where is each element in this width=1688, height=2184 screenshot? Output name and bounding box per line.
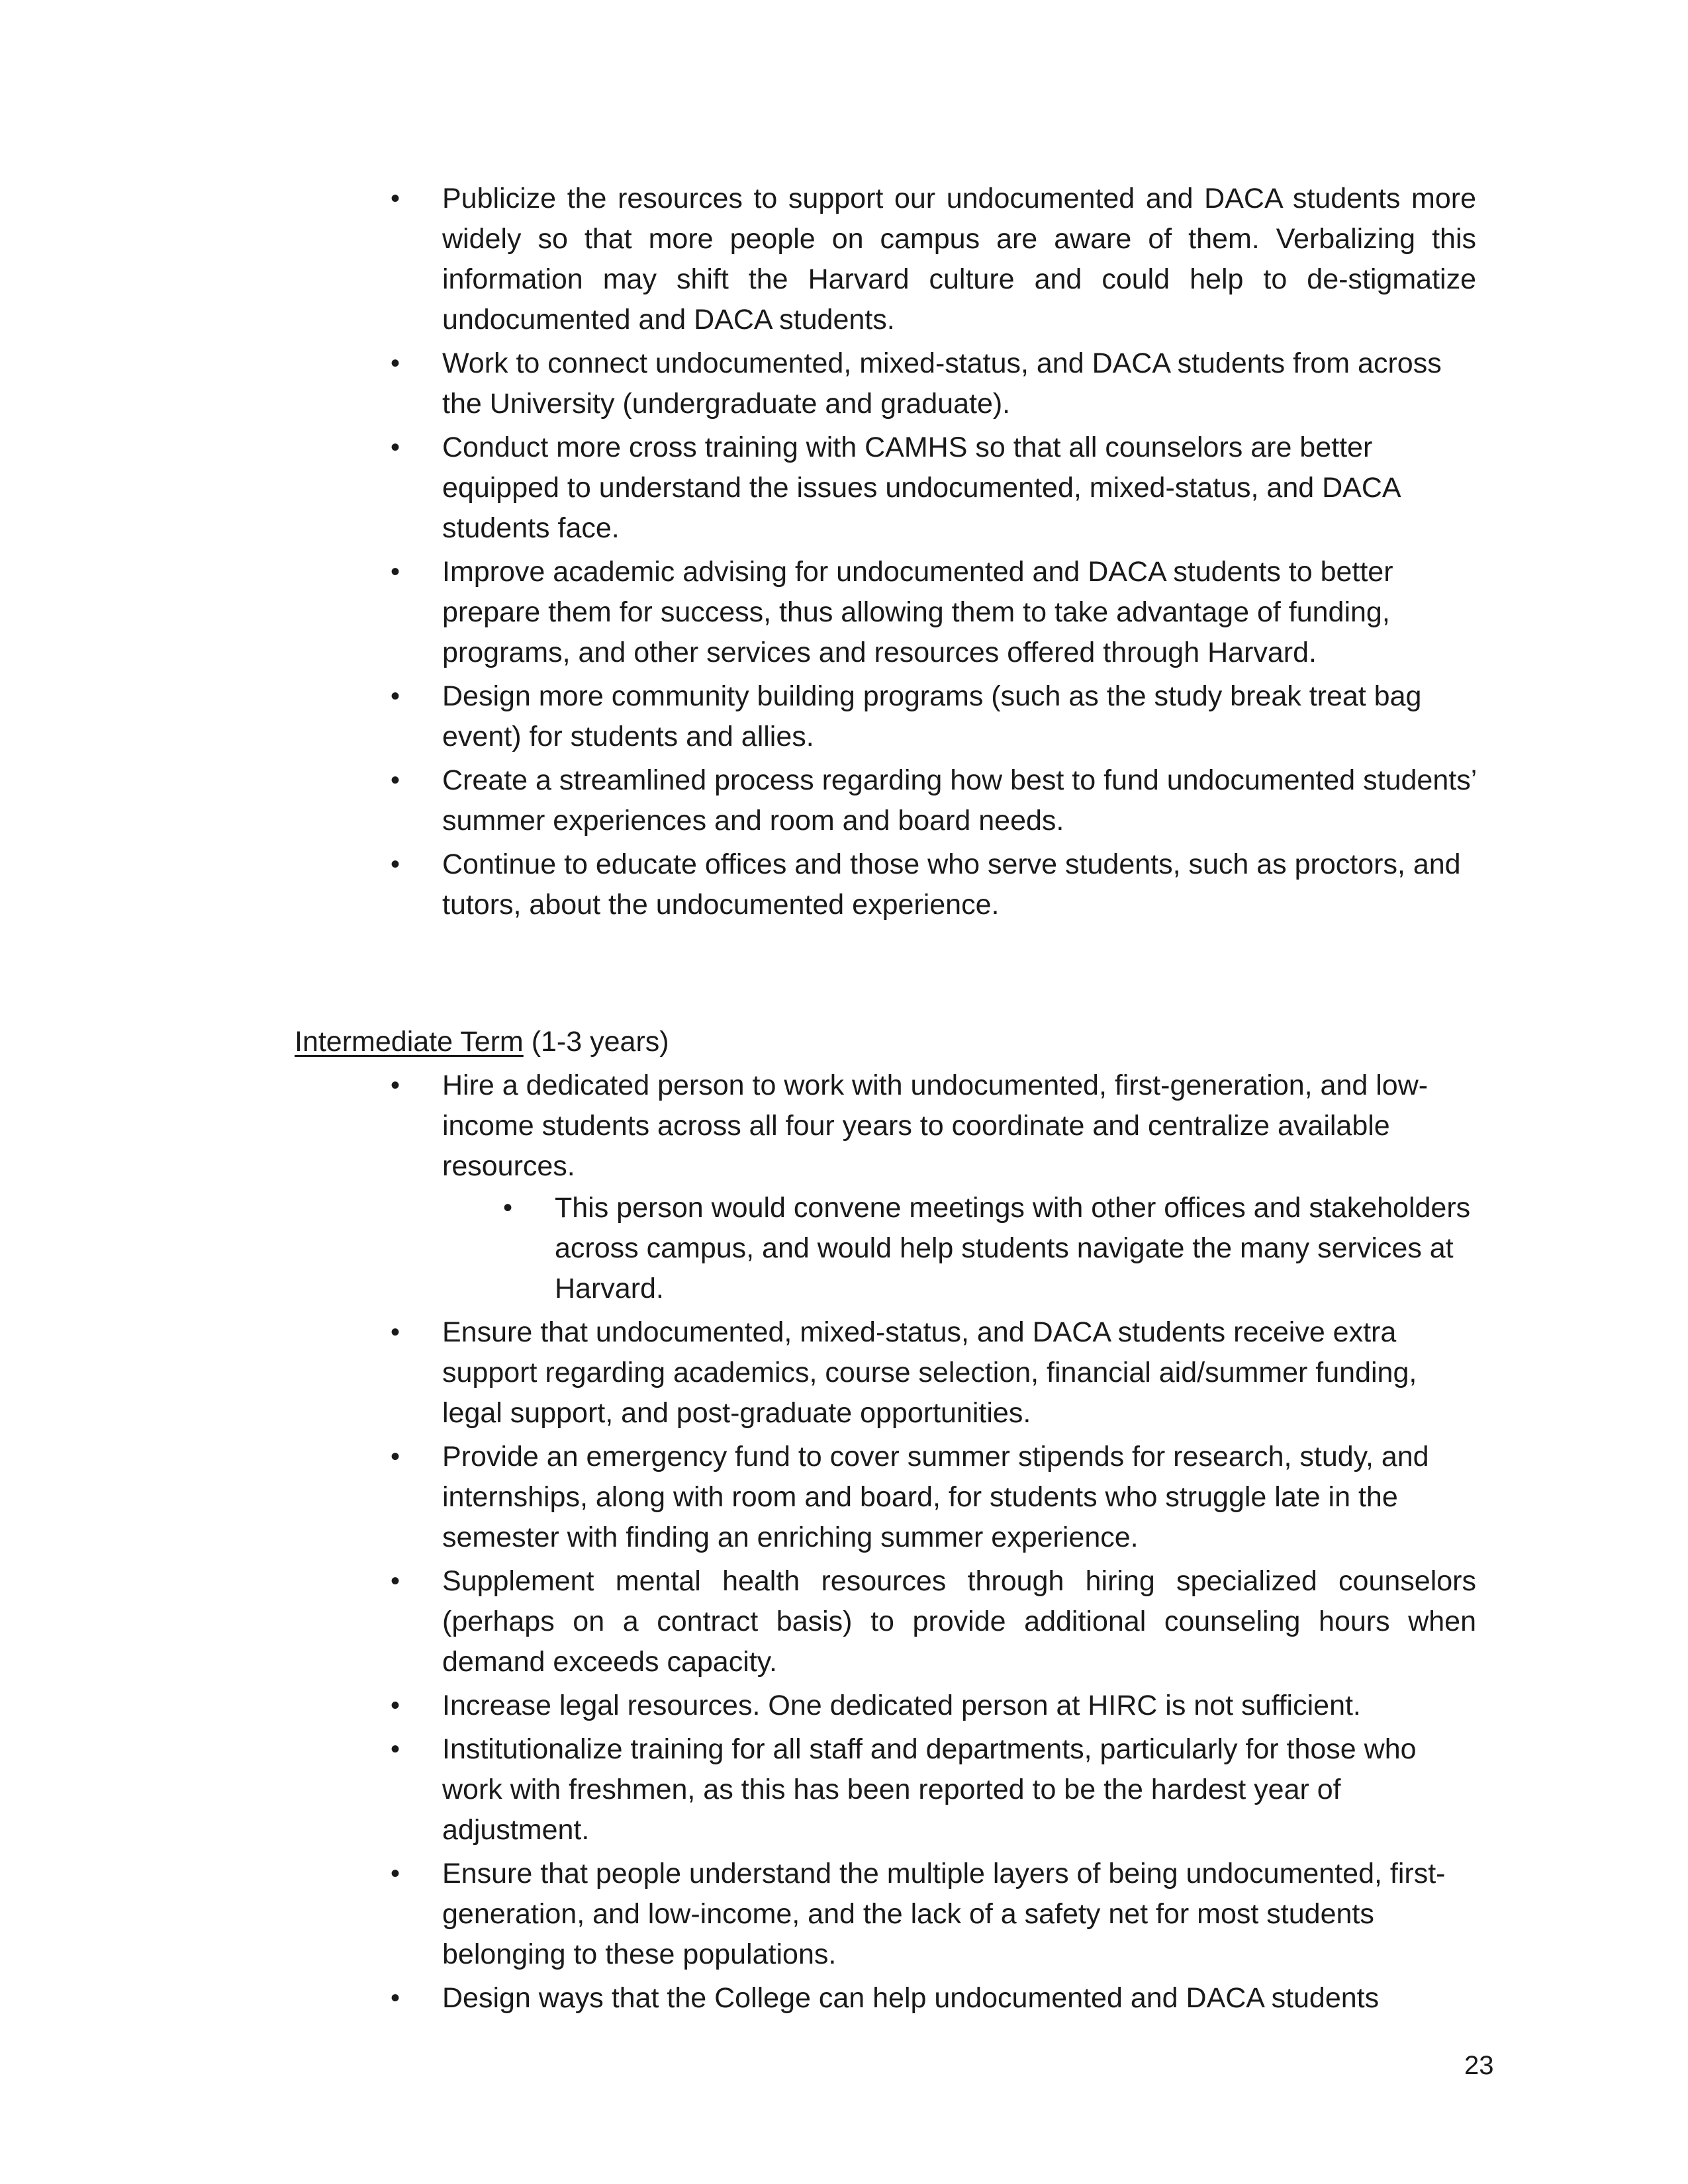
list-item (391, 1686, 1476, 1726)
bullet-icon: • (391, 682, 400, 711)
page-number: 23 (1464, 2051, 1494, 2080)
list-item (391, 1437, 1476, 1558)
section-heading-duration: (1-3 years) (531, 1026, 669, 1058)
list-item-text: Institutionalize training for all staff and departments, particularly for those who work with freshmen, as this has been reported to be the hardest year of adjustment. (442, 1733, 1417, 1846)
bullet-icon: • (391, 349, 400, 378)
list-item (391, 1729, 1476, 1850)
list-item-text: Ensure that undocumented, mixed-status, and DACA students receive extra support regarding academics, course selection, financial aid/summer funding, legal support, and post-graduate opportunities. (442, 1316, 1417, 1429)
section-heading-title: Intermediate Term (295, 1026, 524, 1058)
bullet-icon: • (391, 557, 400, 586)
list-item (391, 1854, 1476, 1975)
list-item (391, 760, 1476, 841)
list-item-text: Provide an emergency fund to cover summer stipends for research, study, and internships, along with room and board, for students who struggle late in the semester with finding an enriching summer experience. (442, 1441, 1429, 1553)
list-item (391, 1561, 1476, 1682)
list-item (391, 1312, 1476, 1433)
list-item-text: Improve academic advising for undocumented and DACA students to better prepare them for success, thus allowing them to take advantage of funding, programs, and other services and resources offered through Harvard. (442, 556, 1393, 668)
nested-list-item-text: This person would convene meetings with other offices and stakeholders across campus, and would help students navigate the many services at Harvard. (555, 1192, 1471, 1304)
list-item-text: Create a streamlined process regarding how best to fund undocumented students’ summer experiences and room and board needs. (442, 764, 1476, 837)
bullet-icon: • (391, 1859, 400, 1888)
bullet-icon: • (391, 1567, 400, 1596)
bullet-icon: • (391, 850, 400, 879)
bullet-icon: • (391, 1318, 400, 1347)
bullet-icon: • (391, 1071, 400, 1100)
bullet-icon: • (391, 184, 400, 213)
nested-list-item (503, 1188, 1476, 1309)
list-item-text: Design more community building programs (such as the study break treat bag event) for students and allies. (442, 680, 1422, 752)
bullet-icon: • (391, 766, 400, 795)
nested-list (442, 1188, 1476, 1309)
list-item-text: Hire a dedicated person to work with undocumented, first-generation, and low- income students across all four years to coordinate and centralize available resources. (442, 1069, 1429, 1182)
list-item (391, 343, 1476, 424)
list-item (391, 428, 1476, 549)
bullet-icon: • (503, 1193, 513, 1222)
list-item-text: Work to connect undocumented, mixed-status, and DACA students from across the University (undergraduate and graduate). (442, 347, 1442, 420)
section-heading (295, 1022, 669, 1062)
list-item-text: Ensure that people understand the multiple layers of being undocumented, first-generation, and low-income, and the lack of a safety net for most students belonging to these populations. (442, 1858, 1446, 1970)
list-item-text: Supplement mental health resources through hiring specialized counselors (perhaps on a contract basis) to provide additional counseling hours when demand exceeds capacity. (442, 1565, 1476, 1678)
bullet-icon: • (391, 1442, 400, 1471)
list-item-text: Design ways that the College can help undocumented and DACA students (442, 1982, 1380, 2014)
bullet-icon: • (391, 1691, 400, 1720)
bullet-icon: • (391, 1983, 400, 2013)
list-item-text: Increase legal resources. One dedicated person at HIRC is not sufficient. (442, 1690, 1361, 1721)
list-item (391, 1066, 1476, 1309)
list-item-text: Continue to educate offices and those who serve students, such as proctors, and tutors, about the undocumented experience. (442, 848, 1461, 921)
short-term-recommendations-list (391, 179, 1476, 929)
list-item (391, 552, 1476, 673)
bullet-icon: • (391, 1735, 400, 1764)
list-item (391, 179, 1476, 340)
list-item (391, 676, 1476, 757)
list-item-text: Conduct more cross training with CAMHS so that all counselors are better equipped to understand the issues undocumented, mixed-status, and DACA students face. (442, 432, 1400, 544)
bullet-icon: • (391, 433, 400, 462)
list-item (391, 1978, 1476, 2019)
intermediate-term-recommendations-list (391, 1066, 1476, 2022)
list-item-text: Publicize the resources to support our undocumented and DACA students more widely so that more people on campus are aware of them. Verbalizing this information may shift the Harvard culture and could help to de-stigmatize undocumented and DACA students. (442, 183, 1476, 336)
list-item (391, 844, 1476, 925)
